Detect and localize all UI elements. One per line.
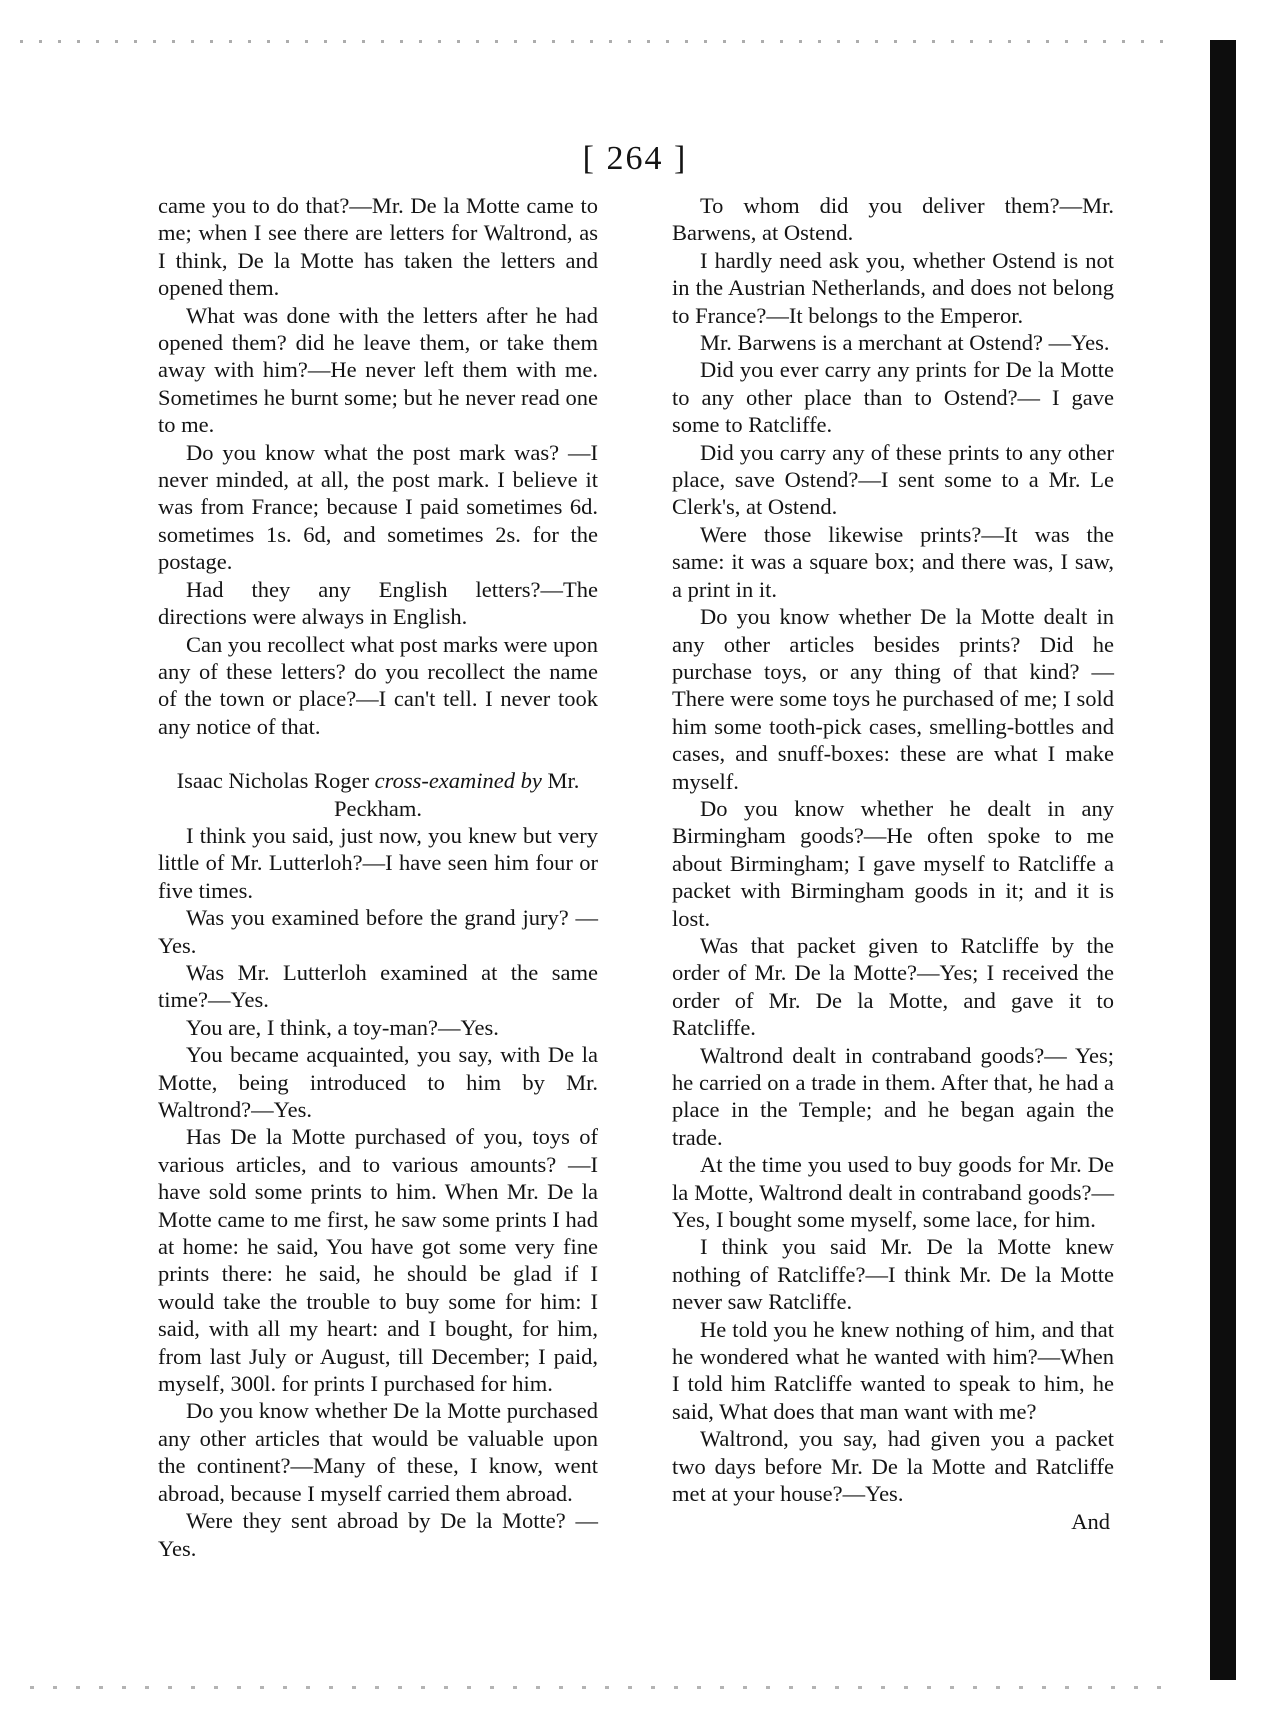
paragraph: Do you know what the post mark was? —I never minded, at all, the post mark. I believe it was from France; because I paid sometimes 6d. sometimes 1s. 6d, and sometimes 2s. for the postage. <box>158 439 598 575</box>
paragraph: Can you recollect what post marks were upon any of these letters? do you recollect the name of the town or place?—I can't tell. I never took any notice of that. <box>158 631 598 739</box>
paragraph: Do you know whether he dealt in any Birmingham goods?—He often spoke to me about Birmingham; I gave myself to Ratcliffe a packet with Birmingham goods in it; and it is lost. <box>672 795 1114 931</box>
paragraph: Waltrond, you say, had given you a packet two days before Mr. De la Motte and Ratcliffe met at your house?—Yes. <box>672 1426 1114 1507</box>
paragraph: Were those likewise prints?—It was the same: it was a square box; and there was, I saw, a print in it. <box>672 521 1114 602</box>
paragraph: Was you examined before the grand jury? —Yes. <box>158 905 598 958</box>
section-heading <box>158 767 598 822</box>
heading-name: Isaac Nicholas Roger <box>176 768 370 794</box>
heading-italic: cross-examined by <box>374 768 542 794</box>
paragraph: Mr. Barwens is a merchant at Ostend? —Yes. <box>700 330 1110 356</box>
paragraph: I think you said Mr. De la Motte knew nothing of Ratcliffe?—I think Mr. De la Motte never saw Ratcliffe. <box>672 1234 1114 1315</box>
paragraph: Do you know whether De la Motte purchased any other articles that would be valuable upon the continent?—Many of these, I know, went abroad, because I myself carried them abroad. <box>158 1398 598 1506</box>
paragraph: Waltrond dealt in contraband goods?— Yes; he carried on a trade in them. After that, he had a place in the Temple; and he began again the trade. <box>672 1042 1114 1150</box>
paragraph: You became acquainted, you say, with De la Motte, being introduced to him by Mr. Waltrond?—Yes. <box>158 1042 598 1122</box>
paragraph: Were they sent abroad by De la Motte? —Yes. <box>158 1508 598 1561</box>
paragraph: Was Mr. Lutterloh examined at the same time?—Yes. <box>158 959 598 1013</box>
paragraph: Had they any English letters?—The directions were always in English. <box>158 576 598 630</box>
right-column <box>672 192 1114 1535</box>
paragraph: came you to do that?—Mr. De la Motte came to me; when I see there are letters for Waltrond, as I think, De la Motte has taken the letters and opened them. <box>158 193 598 301</box>
paragraph: At the time you used to buy goods for Mr. De la Motte, Waltrond dealt in contraband goods?—Yes, I bought some myself, some lace, for him. <box>672 1152 1114 1233</box>
page-number: [ 264 ] <box>582 140 688 177</box>
paragraph: What was done with the letters after he had opened them? did he leave them, or take them away with him?—He never left them with me. Sometimes he burnt some; but he never read one to me. <box>158 302 598 438</box>
paragraph: I think you said, just now, you knew but very little of Mr. Lutterloh?—I have seen him four or five times. <box>158 822 598 903</box>
paragraph: To whom did you deliver them?—Mr. Barwens, at Ostend. <box>672 193 1114 246</box>
left-column <box>158 192 598 1562</box>
heading-rest: Mr. Peckham. <box>333 768 580 821</box>
scan-noise-top <box>20 40 1170 43</box>
scan-edge-bar <box>1210 40 1236 1680</box>
paragraph: I hardly need ask you, whether Ostend is not in the Austrian Netherlands, and does not belong to France?—It belongs to the Emperor. <box>672 247 1114 328</box>
paragraph: Has De la Motte purchased of you, toys of various articles, and to various amounts? —I have sold some prints to him. When Mr. De la Motte came to me first, he saw some prints I had at home: he said, You have got some very fine prints there: he said, he should be glad if I would take the trouble to buy some for him: I said, with all my heart: and I bought, for him, from last July or August, till December; I paid, myself, 300l. for prints I purchased for him. <box>158 1124 598 1397</box>
paragraph: Do you know whether De la Motte dealt in any other articles besides prints? Did he purchase toys, or any thing of that kind? —There were some toys he purchased of me; I sold him some tooth-pick cases, smelling-bottles and cases, and snuff-boxes: these are what I make myself. <box>672 604 1114 794</box>
catchword: And <box>1071 1508 1110 1534</box>
section-gap <box>158 740 598 767</box>
paragraph: He told you he knew nothing of him, and that he wondered what he wanted with him?—When I told him Ratcliffe wanted to speak to him, he said, What does that man want with me? <box>672 1316 1114 1424</box>
paragraph: You are, I think, a toy-man?—Yes. <box>186 1014 499 1040</box>
paragraph: Did you ever carry any prints for De la Motte to any other place than to Ostend?— I gave some to Ratcliffe. <box>672 357 1114 438</box>
paragraph: Did you carry any of these prints to any other place, save Ostend?—I sent some to a Mr. Le Clerk's, at Ostend. <box>672 439 1114 520</box>
paragraph: Was that packet given to Ratcliffe by the order of Mr. De la Motte?—Yes; I received the order of Mr. De la Motte, and gave it to Ratcliffe. <box>672 932 1114 1041</box>
scan-noise-bottom <box>30 1686 1180 1689</box>
